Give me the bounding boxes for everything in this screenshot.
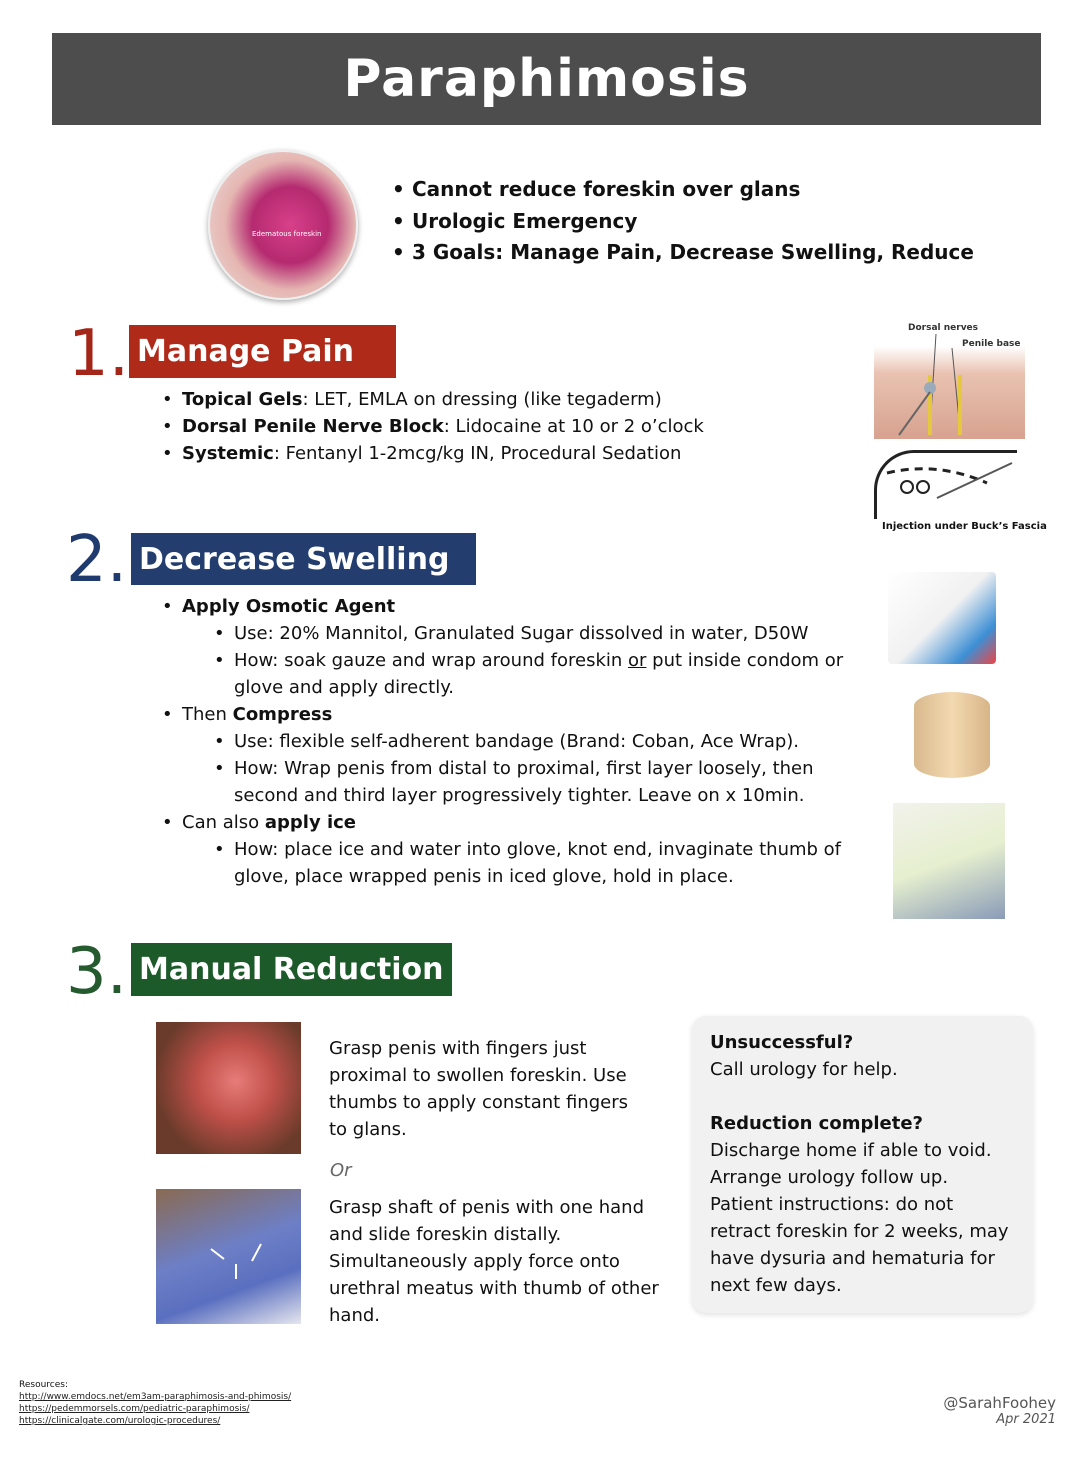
section-heading-manual-reduction: Manual Reduction (131, 943, 452, 996)
resources-label: Resources: (19, 1380, 68, 1390)
outcome-box (692, 1016, 1033, 1313)
resource-link[interactable]: https://clinicalgate.com/urologic-procedures/ (19, 1416, 221, 1426)
list-item: • Systemic: Fentanyl 1-2mcg/kg IN, Procedural Sedation (162, 440, 704, 467)
intro-bullets (392, 174, 974, 269)
photo-label: Edematous foreskin (252, 230, 322, 238)
reduction-method-1-photo (156, 1022, 301, 1154)
intro-bullet: • Cannot reduce foreskin over glans (392, 174, 974, 206)
list-subitem: • Use: 20% Mannitol, Granulated Sugar dissolved in water, D50W (214, 620, 862, 647)
decrease-swelling-list (162, 593, 862, 890)
list-item: • Can also apply ice (162, 809, 862, 836)
resource-link[interactable]: http://www.emdocs.net/em3am-paraphimosis-and-phimosis/ (19, 1392, 292, 1402)
intro-bullet: • 3 Goals: Manage Pain, Decrease Swelling, Reduce (392, 237, 974, 269)
edematous-foreskin-photo (208, 150, 358, 300)
resource-link[interactable]: https://pedemmorsels.com/pediatric-paraphimosis/ (19, 1404, 250, 1414)
list-subitem: • Use: flexible self-adherent bandage (Brand: Coban, Ace Wrap). (214, 728, 862, 755)
arrow-icons (156, 1189, 301, 1324)
title-bar (52, 33, 1041, 125)
list-item: • Dorsal Penile Nerve Block: Lidocaine at 10 or 2 o’clock (162, 413, 704, 440)
author-date: Apr 2021 (996, 1412, 1056, 1427)
section-number-3: 3. (66, 935, 128, 1009)
iced-glove-photo (893, 803, 1005, 919)
section-heading-manage-pain: Manage Pain (129, 325, 396, 378)
list-subitem: • How: soak gauze and wrap around foreskin or put inside condom or glove and apply directly. (214, 647, 862, 701)
dorsal-nerves-diagram (874, 320, 1025, 439)
manage-pain-list (162, 386, 704, 467)
list-item: • Then Compress (162, 701, 862, 728)
coban-bandage-photo (914, 692, 990, 778)
image-caption: Injection under Buck’s Fascia (882, 521, 1047, 532)
section-heading-decrease-swelling: Decrease Swelling (131, 533, 476, 585)
reduction-method-2-text: Grasp shaft of penis with one hand and slide foreskin distally. Simultaneously apply force onto urethral meatus with thumb of other hand. (329, 1197, 659, 1326)
resources (19, 1379, 291, 1427)
list-subitem: • How: place ice and water into glove, knot end, invaginate thumb of glove, place wrapped penis in iced glove, hold in place. (214, 836, 862, 890)
sugar-packets-photo (888, 572, 996, 664)
box-question: Unsuccessful? (710, 1032, 854, 1053)
diagram-label: Dorsal nerves (908, 323, 979, 333)
bucks-fascia-diagram (874, 450, 1017, 519)
intro-bullet: • Urologic Emergency (392, 206, 974, 238)
or-separator: Or (330, 1160, 352, 1181)
section-number-1: 1. (68, 317, 130, 391)
box-answer: Discharge home if able to void. Arrange urology follow up. Patient instructions: do not retract foreskin for 2 weeks, may have dysuria and hematuria for next few days. (710, 1140, 1009, 1296)
diagram-label: Penile base (962, 339, 1021, 349)
author-handle: @SarahFoohey (943, 1394, 1056, 1412)
section-number-2: 2. (66, 523, 128, 597)
reduction-method-2-photo (156, 1189, 301, 1324)
nerve-lines (874, 320, 1025, 439)
box-answer: Call urology for help. (710, 1059, 898, 1080)
box-question: Reduction complete? (710, 1113, 923, 1134)
reduction-method-1-text: Grasp penis with fingers just proximal to swollen foreskin. Use thumbs to apply constant fingers to glans. (329, 1038, 628, 1140)
list-subitem: • How: Wrap penis from distal to proximal, first layer loosely, then second and third layer progressively tighter. Leave on x 10min. (214, 755, 862, 809)
page-title: Paraphimosis (343, 49, 750, 109)
fascia-sketch (877, 453, 1017, 519)
author-credit (943, 1394, 1056, 1427)
list-item: • Apply Osmotic Agent (162, 593, 862, 620)
list-item: • Topical Gels: LET, EMLA on dressing (like tegaderm) (162, 386, 704, 413)
